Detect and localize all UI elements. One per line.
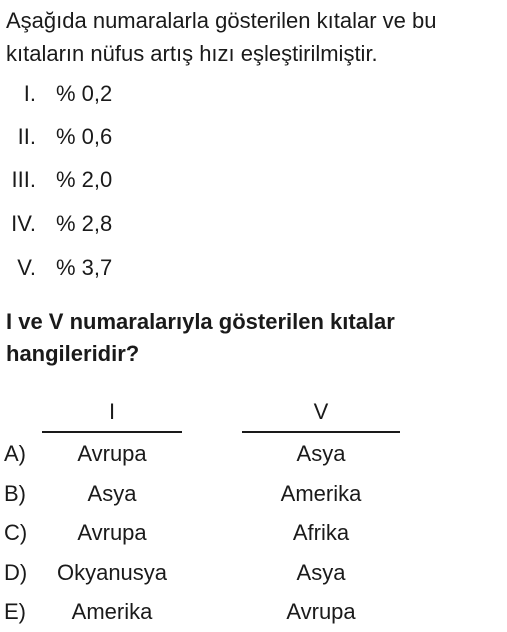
answer-option-e[interactable] (0, 597, 507, 627)
option-first-continent: Avrupa (77, 441, 147, 466)
rate-number: IV. (11, 211, 36, 236)
intro-text: Aşağıda numaralarla gösterilen kıtalar ve bu kıtaların nüfus artış hızı eşleştirilmiştir. (6, 8, 437, 66)
option-letter: A) (4, 441, 26, 466)
option-second-continent: Afrika (292, 520, 350, 545)
rate-value: % 0,6 (56, 124, 113, 149)
option-second-continent: Asya (296, 441, 346, 466)
option-letter: E) (4, 599, 26, 624)
option-letter: C) (4, 520, 28, 545)
option-first-continent: Amerika (71, 599, 153, 624)
rate-item (0, 165, 113, 195)
question-text: I ve V numaralarıyla gösterilen kıtalar hangileridir? (6, 309, 395, 366)
rate-value: % 2,0 (56, 167, 113, 192)
rate-number: V. (17, 255, 36, 280)
answer-option-c[interactable] (0, 518, 507, 548)
rate-number: III. (11, 167, 36, 192)
rate-value: % 0,2 (56, 81, 113, 106)
column-header-second: V (313, 399, 329, 424)
rate-item (0, 79, 113, 109)
rate-number: II. (17, 124, 36, 149)
option-first-continent: Okyanusya (56, 560, 168, 585)
option-first-continent: Asya (87, 481, 137, 506)
column-rule-second (242, 431, 400, 433)
rate-item (0, 209, 113, 239)
option-second-continent: Asya (296, 560, 346, 585)
answer-option-d[interactable] (0, 558, 507, 588)
option-letter: B) (4, 481, 26, 506)
option-second-continent: Avrupa (286, 599, 356, 624)
column-header-first: I (108, 399, 116, 424)
answer-option-a[interactable] (0, 439, 507, 469)
rate-item (0, 122, 113, 152)
option-second-continent: Amerika (280, 481, 362, 506)
option-first-continent: Avrupa (77, 520, 147, 545)
rate-item (0, 253, 113, 283)
rate-number: I. (23, 81, 36, 106)
rate-value: % 2,8 (56, 211, 113, 236)
option-letter: D) (4, 560, 28, 585)
answer-option-b[interactable] (0, 479, 507, 509)
rate-value: % 3,7 (56, 255, 113, 280)
column-rule-first (42, 431, 182, 433)
